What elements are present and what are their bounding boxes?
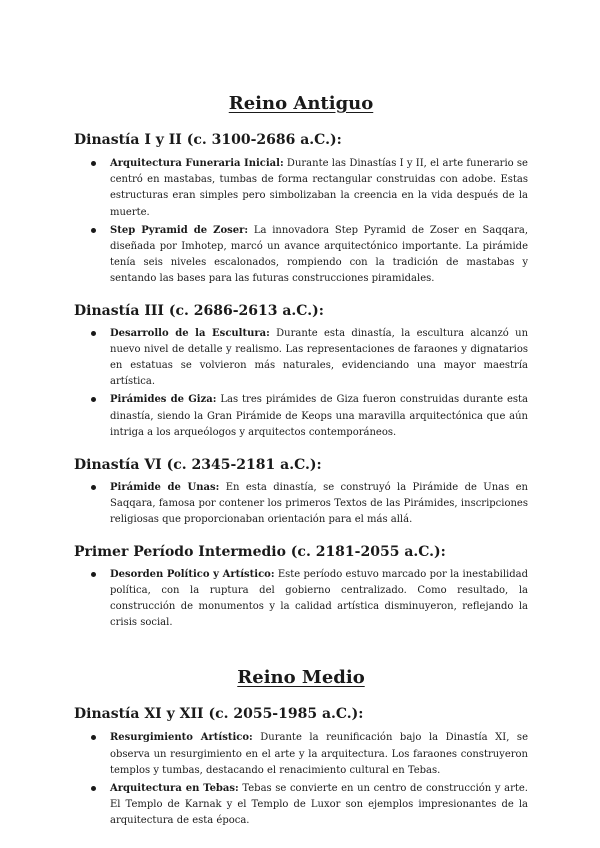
item-term: Desorden Político y Artístico:: [110, 568, 275, 580]
bullet-list: [74, 480, 528, 529]
section-heading-dinastia-vi: Dinastía VI (c. 2345-2181 a.C.):: [74, 457, 322, 474]
list-item: [110, 156, 528, 221]
bullet-icon: [91, 735, 96, 740]
section-heading-dinastia-i-ii: Dinastía I y II (c. 3100-2686 a.C.):: [74, 132, 342, 148]
item-term: Pirámide de Unas:: [110, 482, 220, 494]
item-term: Pirámides de Giza:: [110, 394, 217, 406]
item-text: Tebas se convierte en un centro de construcción y arte. El Templo de Karnak y el Templo de Luxor son ejemplos impresionantes de la arquitectura de esta época.: [110, 783, 528, 827]
bullet-list: [74, 156, 528, 288]
section-heading-dinastia-iii: Dinastía III (c. 2686-2613 a.C.):: [74, 302, 324, 319]
item-text: Durante la reunificación bajo la Dinastía XI, se observa un resurgimiento en el arte y la arquitectura. Los faraones construyeron templos y tumbas, destacando el renacimiento cultural en Tebas.: [110, 732, 528, 776]
item-term: Desarrollo de la Escultura:: [110, 327, 270, 339]
bullet-icon: [91, 397, 96, 402]
list-item: [110, 223, 528, 288]
section-heading-primer-periodo-intermedio: Primer Período Intermedio (c. 2181-2055 a.C.):: [74, 543, 446, 560]
item-text: Este período estuvo marcado por la inestabilidad política, con la ruptura del gobierno centralizado. Como resultado, la construcción de monumentos y la calidad artística disminuyeron, reflejando la crisis social.: [110, 568, 528, 629]
bullet-icon: [91, 331, 96, 336]
bullet-list: [74, 326, 528, 441]
bullet-list: [74, 730, 528, 829]
section-heading-dinastia-xi-xii: Dinastía XI y XII (c. 2055-1985 a.C.):: [74, 706, 364, 723]
bullet-list: [74, 567, 528, 632]
list-item: [110, 781, 528, 830]
item-term: Arquitectura Funeraria Inicial:: [110, 158, 284, 169]
item-term: Step Pyramid de Zoser:: [110, 224, 249, 236]
item-term: Arquitectura en Tebas:: [110, 783, 239, 795]
part-title-reino-medio: Reino Medio: [237, 667, 365, 689]
item-text: En esta dinastía, se construyó la Pirámide de Unas en Saqqara, famosa por contener los primeros Textos de las Pirámides, inscripciones religiosas que proporcionaban orientación para el más allá.: [110, 482, 528, 526]
part-title-reino-antiguo: Reino Antiguo: [228, 93, 374, 114]
list-item: [110, 326, 528, 391]
list-item: [110, 567, 528, 632]
bullet-icon: [91, 572, 96, 577]
item-text: Durante esta dinastía, la escultura alcanzó un nuevo nivel de detalle y realismo. Las representaciones de faraones y dignatarios en estatuas se volvieron más naturales, evidenciando una mayor maestría artística.: [110, 327, 529, 388]
bullet-icon: [91, 161, 96, 166]
bullet-icon: [91, 228, 96, 233]
item-text: Las tres pirámides de Giza fueron construidas durante esta dinastía, siendo la Gran Pirámide de Keops una maravilla arquitectónica que aún intriga a los arqueólogos y arquitectos contemporáneos.: [110, 394, 529, 438]
list-item: [110, 730, 528, 779]
item-text: La innovadora Step Pyramid de Zoser en Saqqara, diseñada por Imhotep, marcó un avance arquitectónico importante. La pirámide tenía seis niveles escalonados, rompiendo con la tradición de mastabas y sentando las bases para las futuras construcciones piramidales.: [110, 224, 529, 285]
item-text: Durante las Dinastías I y II, el arte funerario se centró en mastabas, tumbas de forma rectangular construidas con adobe. Estas estructuras eran simples pero simbolizaban la creencia en la vida después de la muerte.: [110, 158, 528, 218]
bullet-icon: [91, 786, 96, 791]
list-item: [110, 480, 528, 529]
list-item: [110, 392, 528, 441]
item-term: Resurgimiento Artístico:: [110, 732, 253, 744]
bullet-icon: [91, 485, 96, 490]
